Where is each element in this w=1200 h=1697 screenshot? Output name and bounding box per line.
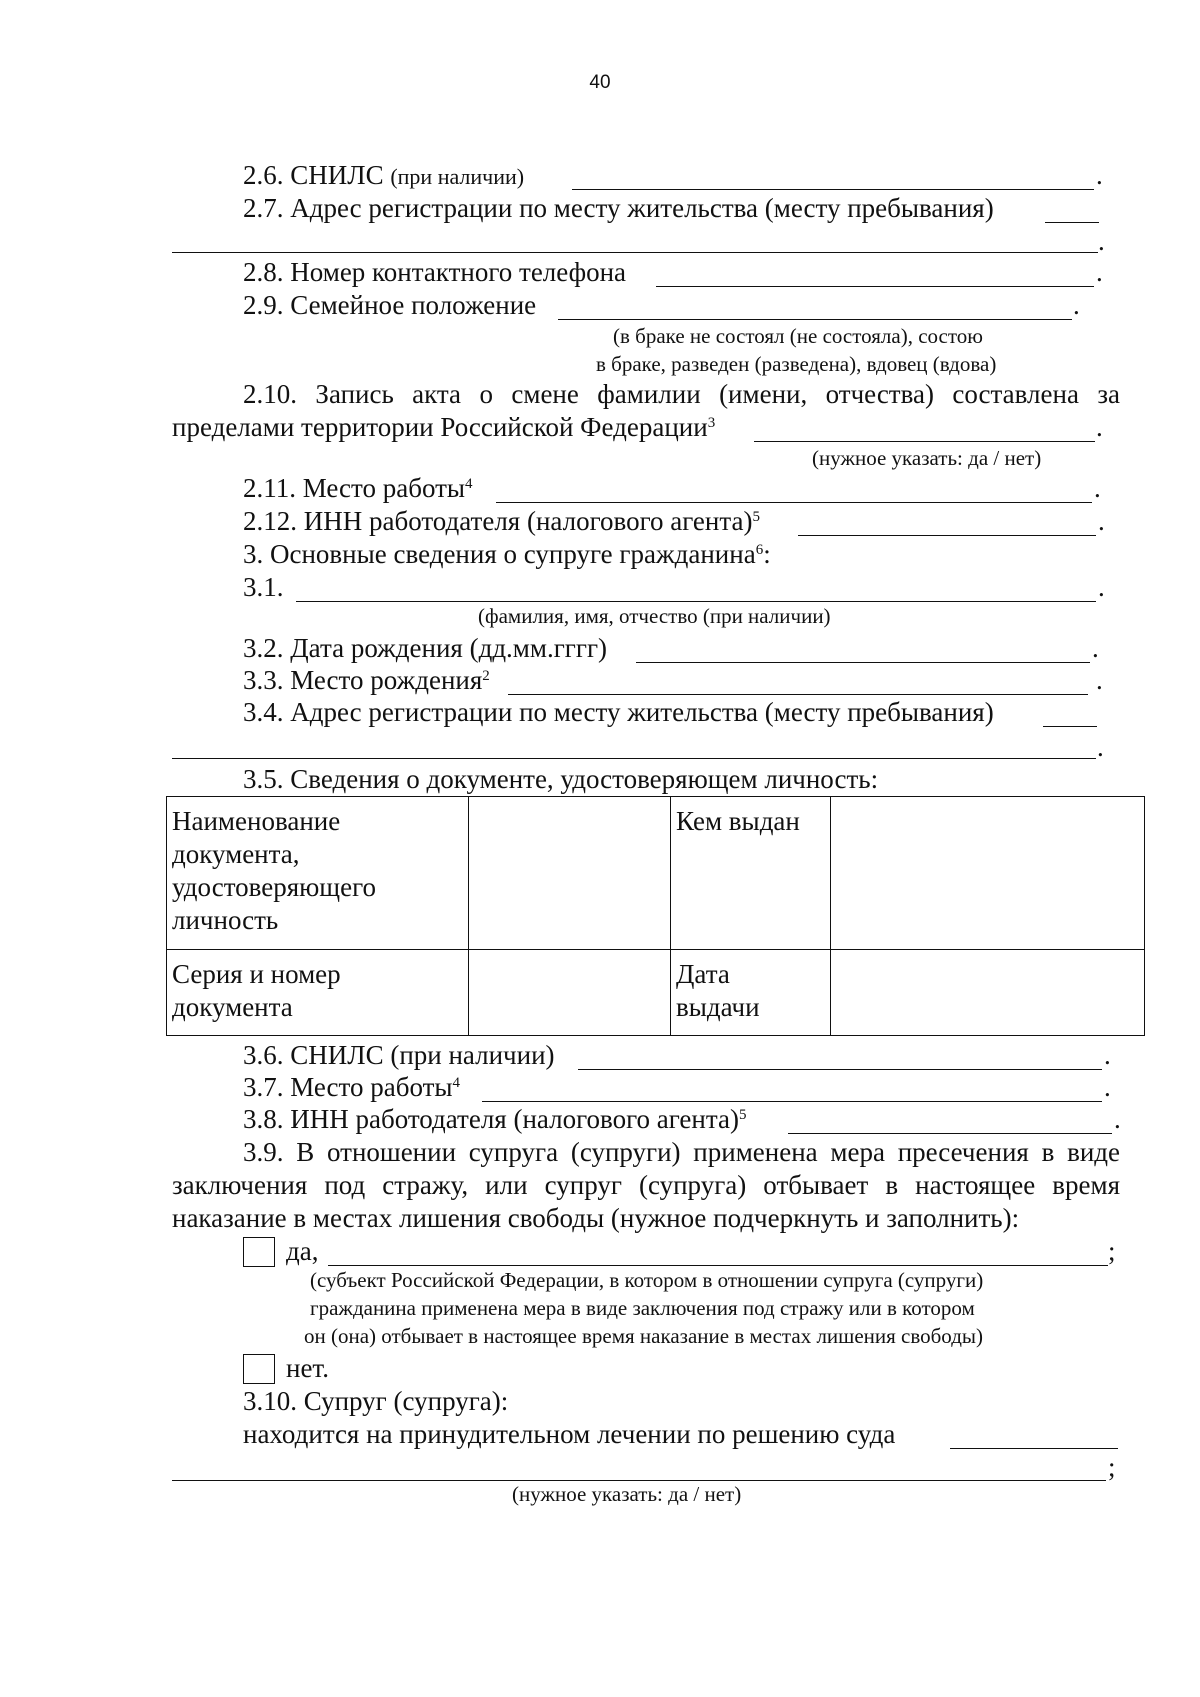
table-row <box>167 797 1145 950</box>
doc-name-header: Наименование документа, удостоверяющего личность <box>167 797 469 950</box>
marital-status-field[interactable] <box>558 319 1072 320</box>
spouse-workplace-label: 3.7. Место работы$^4$ <box>243 1072 461 1102</box>
issued-by-header: Кем выдан <box>671 797 831 950</box>
workplace-field[interactable] <box>496 502 1092 503</box>
marital-status-label: 2.9. Семейное положение <box>243 290 537 320</box>
detention-line-3: наказание в местах лишения свободы (нужное подчеркнуть и заполнить): <box>172 1203 1020 1233</box>
spouse-treatment-line: находится на принудительном лечении по решению суда <box>243 1419 896 1449</box>
doc-number-cell[interactable] <box>469 950 671 1036</box>
workplace-label: 2.11. Место работы$^4$ <box>243 473 473 503</box>
name-change-line-1: 2.10. Запись акта о смене фамилии (имени, отчества) составлена за <box>243 379 1120 409</box>
detention-yes-label: да, <box>286 1236 319 1266</box>
detention-line-1: 3.9. В отношении супруга (супруги) применена мера пресечения в виде <box>243 1137 1120 1167</box>
id-document-label: 3.5. Сведения о документе, удостоверяющем личность: <box>243 764 879 794</box>
phone-field[interactable] <box>656 286 1094 287</box>
marital-status-hint-2: в браке, разведен (разведена), вдовец (вдова) <box>596 352 997 376</box>
id-document-table <box>166 796 1145 1036</box>
name-change-hint: (нужное указать: да / нет) <box>812 446 1042 470</box>
spouse-employer-inn-label: 3.8. ИНН работодателя (налогового агента)$^5$ <box>243 1104 747 1134</box>
page-number: 40 <box>589 72 611 93</box>
detention-hint-1: (субъект Российской Федерации, в котором в отношении супруга (супруги) <box>310 1268 984 1292</box>
detention-region-field[interactable] <box>328 1265 1108 1266</box>
marital-status-hint-1: (в браке не состоял (не состояла), состою <box>613 324 983 348</box>
employer-inn-label: 2.12. ИНН работодателя (налогового агента)$^5$ <box>243 506 760 536</box>
spouse-snils-label: 3.6. СНИЛС (при наличии) <box>243 1040 555 1070</box>
spouse-birthdate-label: 3.2. Дата рождения (дд.мм.гггг) <box>243 633 608 663</box>
name-change-line-2: пределами территории Российской Федерации$^3$ <box>172 412 716 442</box>
spouse-address-field[interactable] <box>172 758 1096 759</box>
detention-no-label: нет. <box>286 1353 329 1383</box>
snils-label: 2.6. СНИЛС (при наличии) <box>243 160 525 190</box>
spouse-address-label: 3.4. Адрес регистрации по месту жительства (месту пребывания) <box>243 697 994 727</box>
spouse-treatment-title: 3.10. Супруг (супруга): <box>243 1386 509 1416</box>
spouse-birthdate-field[interactable] <box>636 662 1090 663</box>
address-field-start[interactable] <box>1045 222 1099 223</box>
detention-yes-checkbox[interactable] <box>243 1237 275 1267</box>
doc-name-cell[interactable] <box>469 797 671 950</box>
table-row <box>167 950 1145 1036</box>
spouse-treatment-hint: (нужное указать: да / нет) <box>512 1482 742 1506</box>
spouse-section-title: 3. Основные сведения о супруге гражданина$^6$: <box>243 539 771 569</box>
doc-number-header: Серия и номер документа <box>167 950 469 1036</box>
spouse-address-field-start[interactable] <box>1043 726 1097 727</box>
spouse-birthplace-field[interactable] <box>508 694 1088 695</box>
spouse-employer-inn-field[interactable] <box>788 1133 1112 1134</box>
detention-hint-3: он (она) отбывает в настоящее время наказание в местах лишения свободы) <box>304 1324 983 1348</box>
issue-date-header: Дата выдачи <box>671 950 831 1036</box>
detention-no-checkbox[interactable] <box>243 1354 275 1384</box>
spouse-workplace-field[interactable] <box>482 1101 1102 1102</box>
spouse-treatment-field[interactable] <box>172 1480 1106 1481</box>
employer-inn-field[interactable] <box>798 535 1096 536</box>
spouse-name-field[interactable] <box>296 601 1096 602</box>
issued-by-cell[interactable] <box>831 797 1145 950</box>
spouse-name-hint: (фамилия, имя, отчество (при наличии) <box>478 604 831 628</box>
spouse-treatment-field-start[interactable] <box>950 1448 1118 1449</box>
issue-date-cell[interactable] <box>831 950 1145 1036</box>
spouse-name-label: 3.1. <box>243 572 284 602</box>
name-change-field[interactable] <box>754 441 1095 442</box>
snils-field[interactable] <box>572 189 1094 190</box>
address-field[interactable] <box>172 252 1098 253</box>
detention-hint-2: гражданина применена мера в виде заключения под стражу или в котором <box>310 1296 975 1320</box>
spouse-snils-field[interactable] <box>578 1069 1102 1070</box>
spouse-birthplace-label: 3.3. Место рождения$^2$ <box>243 665 490 695</box>
detention-line-2: заключения под стражу, или супруг (супруга) отбывает в настоящее время <box>172 1170 1120 1200</box>
phone-label: 2.8. Номер контактного телефона <box>243 257 627 287</box>
address-label: 2.7. Адрес регистрации по месту жительства (месту пребывания) <box>243 193 994 223</box>
